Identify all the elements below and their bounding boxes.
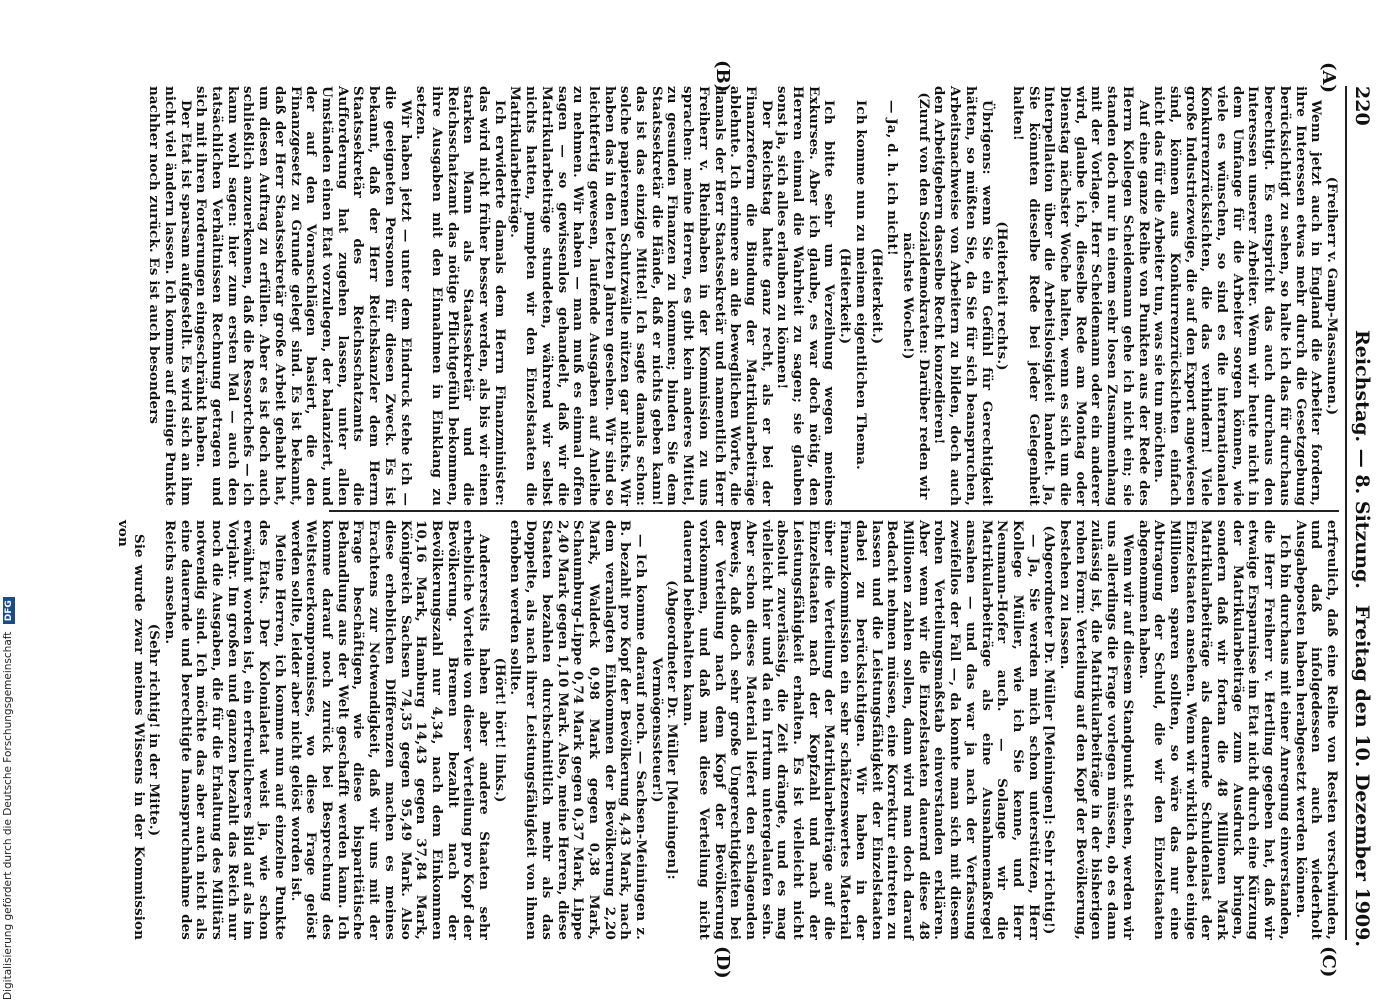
body-paragraph: Sie wurde zwar meines Wissens in der Kommission von [114, 520, 147, 940]
margin-marker-c: (C) [1318, 946, 1339, 978]
body-paragraph: — Ja, d. h. ich nicht! [884, 100, 901, 256]
body-paragraph: Andererseits haben aber andere Staaten sehr erhebliche Vorteile von dieser Verteilung pro Kopf der Bevölkerung. Bremen bezahlt nach der Bevölkerungszahl nur 4,34, nach dem Einkommen 10,16 Mark, Hamburg 14,43 gegen 37,84 Mark, Königreich Sachsen 74,35 gegen 95,49 Mark. Also diese erheblichen Differenzen machen es meines Erachtens zur Notwendigkeit, daß wir uns mit der Frage beschäftigen, wie diese bisparitätische Behandlung aus der Welt geschafft werden kann. Ich komme darauf noch zurück bei Besprechung des Weltsteuerkompromisses, wo diese Frage gelöst werden sollte, leider aber nicht gelöst worden ist. [287, 520, 493, 940]
body-paragraph: Wenn wir auf diesem Standpunkt stehen, werden wir uns allerdings die Frage vorlegen müssen, ob es dann zulässig ist, die Matrikularbeiträge in der bisherigen rohen Form: Verteilung auf den Kopf der Bevölkerung, bestehen zu lassen. [1057, 520, 1136, 940]
running-header-title: Reichstag. — 8. Sitzung. [1351, 330, 1373, 589]
body-paragraph: Auf eine ganze Reihe von Punkten aus der Rede des Herrn Kollegen Scheidemann gehe ich nicht ein; sie standen doch nur in einem sehr losen Zusammenhang mit der Vorlage. Herr Scheidemann oder ein anderer wird, glaube ich, dieselbe Rede am Montag oder Dienstag nächster Woche halten, wenn es sich um die Interpellation über die Arbeitslosigkeit handelt. Ja, Sie könnten dieselbe Rede bei jeder Gelegenheit halten! [1009, 86, 1152, 506]
body-paragraph: Meine Herren, ich komme nun auf einzelne Punkte des Etats. Der Kolonialetat weist ja, wie schon erwähnt worden ist, ein erfreulicheres Bild auf als im Vorjahr. Im großen und ganzen bezahlt das Reich nur noch die Ausgaben, die für die Erhaltung des Militärs notwendig sind. Ich möchte das aber auch nicht als eine dauernde und berechtigte Inanspruchnahme des Reichs ansehen. [161, 520, 288, 940]
body-paragraph: erfreulich, daß eine Reihe von Resten verschwinden, und daß infolgedessen auch wiederholt Ausgabeposten haben herabgesetzt werden können. [1292, 520, 1340, 940]
column-divider [329, 510, 1339, 512]
interjection-paragraph: (Heiterkeit.) [837, 247, 854, 345]
body-paragraph: Wenn jetzt auch in England die Arbeiter fordern, ihre Interessen etwas mehr durch die Gesetzgebung berücksichtigt zu sehen, so halte ich das für durchaus berechtigt. Es entspricht das auch durchaus den Interessen unserer Arbeiter. Wenn wir heute nicht in dem Umfange für die Arbeiter sorgen können, wie viele es wünschen, so sind es die internationalen Konkurrenzrücksichten, die das verhindern! Viele große Industriezweige, die auf den Export angewiesen sind, können aus Konkurrenzrücksichten einfach nicht das für die Arbeiter tun, was sie tun möchten. [1151, 86, 1325, 506]
body-paragraph: Der Reichstag hatte ganz recht, als er bei der Finanzreform die Bindung der Matrikularbeiträge ablehnte. Ich erinnere an die beweglichen Worte, die damals der Herr Staatssekretär und namentlich Herr Freiherr v. Rheinbaben in der Kommission zu uns sprachen: meine Herren, es gibt kein anderes Mittel, zu gesunden Finanzen zu kommen; binden Sie dem Staatssekretär die Hände, daß er nichts geben kann! das ist das einzige Mittel! Ich sagte damals schon: solche papierenen Schutzwälle nützen gar nichts. Wir haben das in den letzten Jahren gesehen. Wir sind so leichtfertig gewesen, laufende Ausgaben auf Anleihe zu nehmen. Wir haben — man muß es einmal offen sagen — so gewissenlos gehandelt, daß wir die Matrikularbeiträge stundeten, während wir selbst nichts hatten, pumpten wir den Einzelstaaten die Matrikularbeiträge. [507, 86, 775, 506]
body-paragraph: Ich bin durchaus mit einer Anregung einverstanden, die Herr Freiherr v. Hertling gegeben hat, daß wir etwaige Ersparnisse im Etat nicht durch eine Kürzung der Matrikularbeiträge zum Ausdruck bringen, sondern daß wir fortan die 48 Millionen Mark Matrikularbeiträge als dauernde Schuldenlast der Einzelstaaten ansehen. Wenn wir wirklich dabei einige Millionen sparen sollten, so wäre das nur eine Abtragung der Schuld, die wir den Einzelstaaten abgenommen haben. [1135, 520, 1293, 940]
interjection-paragraph: (Heiterkeit.) [868, 247, 885, 345]
interjection-paragraph: (Hört! hört! links.) [491, 657, 508, 803]
running-header-date: Freitag den 10. Dezember 1909. [1351, 605, 1373, 947]
body-paragraph: — Ich komme darauf noch. — Sachsen-Meiningen z. B. bezahlt pro Kopf der Bevölkerung 4,43 Mark, nach dem veranlagten Einkommen der Bevölkerung 2,20 Mark, Waldeck 0,98 Mark gegen 0,38 Mark, Schaumburg-Lippe 0,74 Mark gegen 0,37 Mark, Lippe 2,40 Mark gegen 1,10 Mark. Also, meine Herren, diese Staaten bezahlen durchschnittlich mehr als das Doppelte, als nach ihrer Leistungsfähigkeit von ihnen erhoben werden sollte. [507, 520, 650, 941]
interjection-paragraph: (Freiherr v. Gamp-Massaunen.) [1324, 176, 1340, 416]
digitization-credit [2, 0, 15, 1000]
document-page [93, 0, 1383, 1000]
margin-marker-a: (A) [1318, 62, 1339, 93]
left-text-column [146, 86, 1339, 506]
interjection-paragraph: (Sehr richtig! in der Mitte.) [146, 623, 163, 837]
body-paragraph: Ich komme nun zu meinem eigentlichen Thema. [852, 100, 869, 470]
page-number: 220 [1351, 86, 1373, 126]
interjection-paragraph: (Heiterkeit rechts.) [994, 221, 1011, 371]
body-paragraph: Ich erwiderte damals dem Herrn Finanzminister: das wird nicht früher besser werden, als bis wir einen starken Mann als Staatssekretär und die Reichsschatzamt das nötige Pflichtgefühl bekommen, ihre Ausgaben mit den Einnahmen in Einklang zu setzen. [413, 86, 508, 506]
body-paragraph: Ich bitte sehr um Verzeihung wegen meines Exkurses. Aber ich glaube, es war doch nötig, den Herren einmal die Wahrheit zu sagen; sie glauben sonst ja, sich alles erlauben zu können! [774, 86, 838, 506]
body-paragraph: Der Etat ist sparsam aufgestellt. Es wird sich an ihm nicht viel ändern lassen. Ich komme auf einige Punkte nachher noch zurück. Es ist auch besonders [146, 86, 194, 506]
margin-marker-b: (B) [712, 60, 733, 93]
margin-marker-d: (D) [712, 946, 733, 979]
dfg-logo-icon: DFG [3, 597, 15, 624]
header-rule [1345, 86, 1347, 940]
interjection-paragraph: (Abgeordneter Dr. Müller [Meiningen]: Vermögenssteuer!) [648, 580, 681, 880]
body-paragraph: — Ja, Sie werden mich schon unterstützen, Herr Kollege Müller, wie ich Sie kenne, und Herr Neumann-Hofer auch. — Solange wir die Matrikularbeiträge als eine Ausnahmemaßregel ansahen — und das war ja nach der Verfassung zweifellos der Fall —, da konnte man sich mit diesem rohen Verteilungsmaßstab einverstanden erklären. Aber wenn wir die Einzelstaaten dauernd diese 48 Millionen zahlen sollen, dann wird man doch darauf Bedacht nehmen müssen, eine Korrektur eintreten zu lassen und die Leistungsfähigkeit der Einzelstaaten dabei zu berücksichtigen. Wir haben in der Finanzkommission ein sehr schätzenswertes Material über die Verteilung der Matrikularbeiträge auf die Einzelstaaten nach der Kopfzahl und nach der Leistungsfähigkeit erhalten. Es ist vielleicht nicht absolut zuverlässig, die Zeit drängte, und es mag vielleicht hier und da ein Irrtum untergelaufen sein. Aber schon dieses Material liefert den schlagenden Beweis, daß doch sehr große Ungerechtigkeiten bei der Verteilung nach dem Kopf der Bevölkerung vorkommen, und daß man diese Verteilung nicht dauernd beibehalten kann. [680, 520, 1042, 940]
body-paragraph: Übrigens: wenn Sie ein Gefühl für Gerechtigkeit hätten, so müßten Sie, da Sie für sich beanspruchen, Arbeitsnachweise von Arbeitern zu bilden, doch auch den Arbeitgebern dasselbe Recht konzedieren! [931, 86, 995, 506]
right-text-column [114, 520, 1339, 940]
interjection-paragraph: (Abgeordneter Dr. Müller [Meiningen]: Sehr richtig!) [1041, 525, 1058, 935]
interjection-paragraph: (Zuruf von den Sozialdemokraten: Darüber reden wir nächste Woche!) [900, 92, 932, 500]
credit-text: Digitalisierung gefördert durch die Deutsche Forschungsgemeinschaft [2, 631, 14, 1000]
body-paragraph: Wir haben jetzt — unter dem Eindruck stehe ich — die geeigneten Personen für diesen Zweck. Es ist bekannt, daß der Herr Reichskanzler dem Herrn Staatssekretär des Reichsschatzamts die Aufforderung hat zugehen lassen, unter allen Umständen einen Etat vorzulegen, der balanziert, und der auf den Voranschlägen basiert, die den Finanzgesetz zu Grunde gelegt sind. Es ist bekannt, daß der Herr Staatssekretär große Arbeit gehabt hat, um diesen Auftrag zu erfüllen. Aber es ist doch auch schließlich anzuerkennen, daß die Ressortchefs — ich kann wohl sagen: hier zum ersten Mal — auch den tatsächlichen Verhältnissen Rechnung getragen und sich mit ihren Forderungen eingeschränkt haben. [193, 86, 414, 506]
